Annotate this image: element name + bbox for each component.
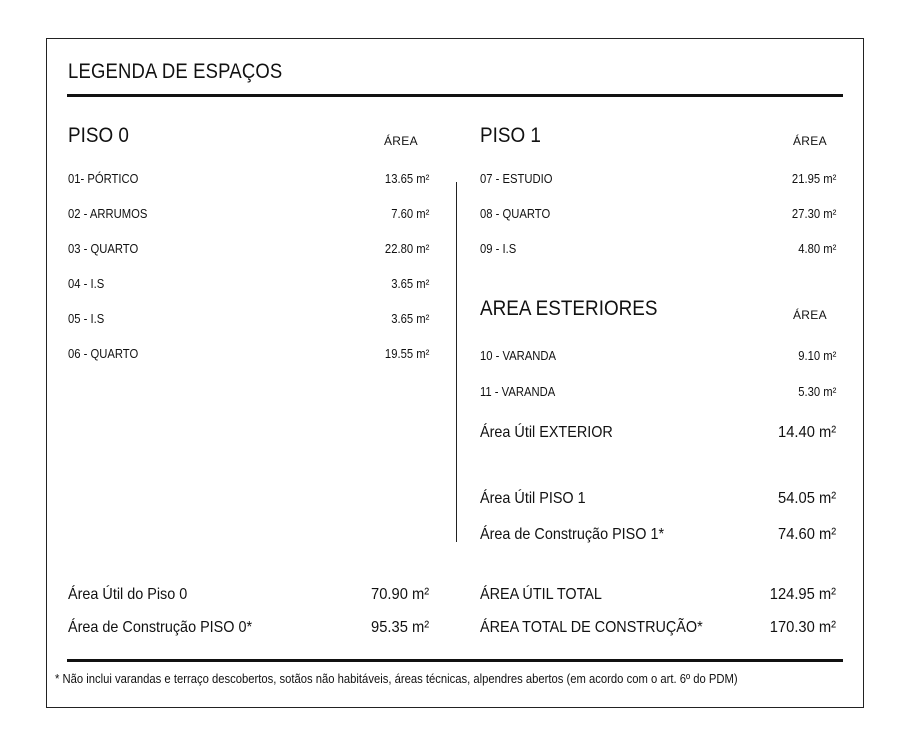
list-item-area: 7.60 m² bbox=[390, 207, 429, 221]
list-item-area: 5.30 m² bbox=[797, 385, 836, 399]
exteriores-heading: AREA ESTERIORES bbox=[480, 297, 658, 320]
piso1-construcao-value: 74.60 m² bbox=[777, 526, 836, 543]
list-item-area: 4.80 m² bbox=[797, 242, 836, 256]
list-item-area: 22.80 m² bbox=[384, 242, 429, 256]
list-item-area: 21.95 m² bbox=[791, 172, 836, 186]
legend-title: LEGENDA DE ESPAÇOS bbox=[68, 60, 283, 83]
exteriores-area-header: ÁREA bbox=[793, 308, 827, 322]
list-item: 11 - VARANDA bbox=[480, 385, 556, 399]
piso0-heading: PISO 0 bbox=[68, 124, 129, 147]
piso1-util-value: 54.05 m² bbox=[777, 490, 836, 507]
list-item: 05 - I.S bbox=[68, 312, 105, 326]
list-item-area: 13.65 m² bbox=[384, 172, 429, 186]
list-item-area: 9.10 m² bbox=[797, 349, 836, 363]
exterior-util-value: 14.40 m² bbox=[777, 424, 836, 441]
total-util-label: ÁREA ÚTIL TOTAL bbox=[480, 586, 602, 603]
list-item: 03 - QUARTO bbox=[68, 242, 139, 256]
column-divider bbox=[456, 182, 457, 542]
list-item: 10 - VARANDA bbox=[480, 349, 557, 363]
list-item: 06 - QUARTO bbox=[68, 347, 139, 361]
list-item: 07 - ESTUDIO bbox=[480, 172, 553, 186]
list-item-area: 3.65 m² bbox=[390, 277, 429, 291]
piso0-util-value: 70.90 m² bbox=[370, 586, 429, 603]
legend-frame bbox=[46, 38, 864, 708]
total-construcao-value: 170.30 m² bbox=[769, 619, 836, 636]
list-item: 04 - I.S bbox=[68, 277, 105, 291]
list-item: 08 - QUARTO bbox=[480, 207, 551, 221]
footnote: * Não inclui varandas e terraço descobertos, sotãos não habitáveis, áreas técnicas, alpendres abertos (em acordo com o art. 6º do PDM) bbox=[55, 672, 738, 686]
footnote-rule bbox=[67, 659, 843, 662]
total-construcao-label: ÁREA TOTAL DE CONSTRUÇÃO* bbox=[480, 619, 703, 636]
piso1-area-header: ÁREA bbox=[793, 134, 827, 148]
piso1-util-label: Área Útil PISO 1 bbox=[480, 490, 586, 507]
exterior-util-label: Área Útil EXTERIOR bbox=[480, 424, 613, 441]
piso0-construcao-label: Área de Construção PISO 0* bbox=[68, 619, 253, 636]
total-util-value: 124.95 m² bbox=[769, 586, 836, 603]
list-item-area: 19.55 m² bbox=[384, 347, 429, 361]
piso1-heading: PISO 1 bbox=[480, 124, 541, 147]
title-underline bbox=[67, 94, 843, 97]
list-item: 02 - ARRUMOS bbox=[68, 207, 148, 221]
piso0-area-header: ÁREA bbox=[384, 134, 418, 148]
list-item-area: 3.65 m² bbox=[390, 312, 429, 326]
list-item-area: 27.30 m² bbox=[791, 207, 836, 221]
piso0-construcao-value: 95.35 m² bbox=[370, 619, 429, 636]
piso1-construcao-label: Área de Construção PISO 1* bbox=[480, 526, 665, 543]
list-item: 01- PÓRTICO bbox=[68, 172, 139, 186]
piso0-util-label: Área Útil do Piso 0 bbox=[68, 586, 188, 603]
list-item: 09 - I.S bbox=[480, 242, 517, 256]
